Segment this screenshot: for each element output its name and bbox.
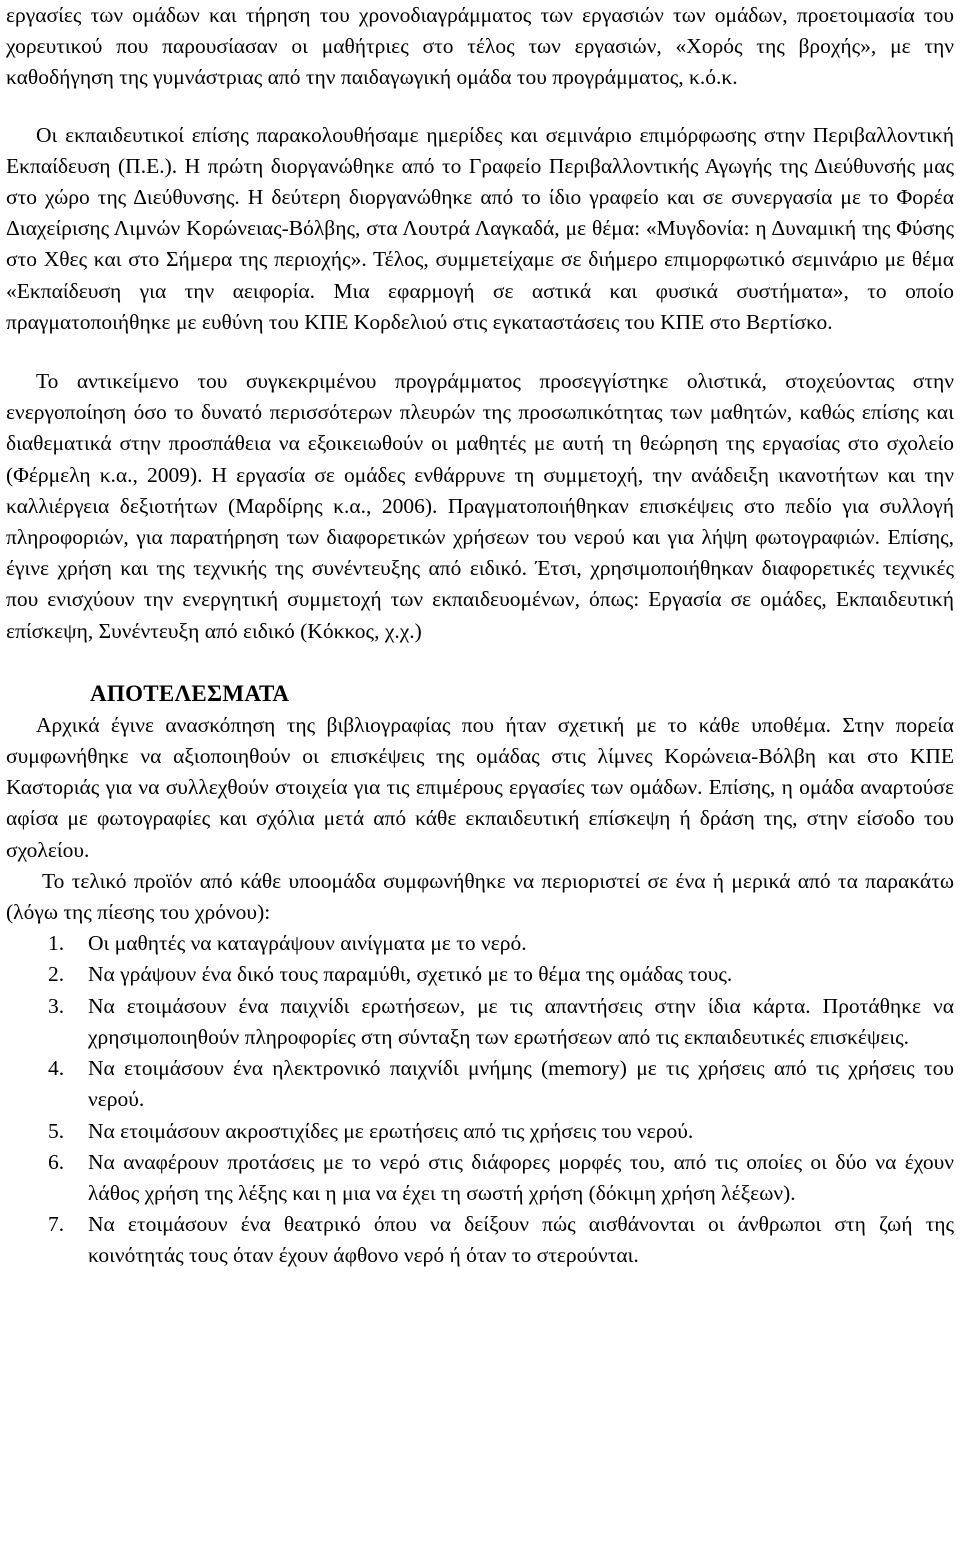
paragraph-results-products: Το τελικό προϊόν από κάθε υποομάδα συμφωνήθηκε να περιοριστεί σε ένα ή μερικά από τα παρακάτω (λόγω της πίεσης του χρόνου):	[6, 868, 954, 925]
list-item	[6, 928, 954, 959]
list-item-text: Να γράψουν ένα δικό τους παραμύθι, σχετικό με το θέμα της ομάδας τους.	[88, 962, 733, 987]
list-item	[6, 1147, 954, 1209]
document-page	[6, 0, 954, 1272]
list-item	[6, 991, 954, 1053]
spacer	[6, 338, 954, 366]
products-list	[6, 928, 954, 1271]
list-item-text: Να ετοιμάσουν ένα παιχνίδι ερωτήσεων, με τις απαντήσεις στην ίδια κάρτα. Προτάθηκε να χρησιμοποιηθούν πληροφορίες στη σύνταξη των ερωτήσεων από τις εκπαιδευτικές επισκέψεις.	[88, 993, 954, 1049]
section-heading-results: ΑΠΟΤΕΛΕΣΜΑΤΑ	[90, 680, 290, 706]
list-item	[6, 1116, 954, 1147]
list-item-text: Να ετοιμάσουν ένα θεατρικό όπου να δείξουν πώς αισθάνονται οι άνθρωποι στη ζωή της κοινότητάς τους όταν έχουν άφθονο νερό ή όταν το στερούνται.	[88, 1212, 954, 1268]
list-item-number: 2.	[48, 962, 65, 987]
spacer	[6, 647, 954, 678]
list-item-text: Να ετοιμάσουν ένα ηλεκτρονικό παιχνίδι μνήμης (memory) με τις χρήσεις από τις χρήσεις του νερού.	[88, 1056, 954, 1112]
paragraph-seminars: Οι εκπαιδευτικοί επίσης παρακολουθήσαμε ημερίδες και σεμινάριο επιμόρφωσης στην Περιβαλλοντική Εκπαίδευση (Π.Ε.). Η πρώτη διοργανώθηκε από το Γραφείο Περιβαλλοντικής Αγωγής της Διεύθυνσής μας στο χώρο της Διεύθυνσης. Η δεύτερη διοργανώθηκε από το ίδιο γραφείο και σε συνεργασία με το Φορέα Διαχείρισης Λιμνών Κορώνειας-Βόλβης, στα Λουτρά Λαγκαδά, με θέμα: «Μυγδονία: η Δυναμική της Φύσης στο Χθες και στο Σήμερα της περιοχής». Τέλος, συμμετείχαμε σε διήμερο επιμορφωτικό σεμινάριο με θέμα «Εκπαίδευση για την αειφορία. Μια εφαρμογή σε αστικά και φυσικά συστήματα», το οποίο πραγματοποιήθηκε με ευθύνη του ΚΠΕ Κορδελιού στις εγκαταστάσεις του ΚΠΕ στο Βερτίσκο.	[6, 122, 954, 334]
list-item-text: Να αναφέρουν προτάσεις με το νερό στις διάφορες μορφές του, από τις οποίες οι δύο να έχουν λάθος χρήση της λέξης και η μια να έχει τη σωστή χρήση (δόκιμη χρήση λέξεων).	[88, 1149, 954, 1205]
list-item-text: Οι μαθητές να καταγράψουν αινίγματα με το νερό.	[88, 931, 527, 956]
list-item-text: Να ετοιμάσουν ακροστιχίδες με ερωτήσεις από τις χρήσεις του νερού.	[88, 1118, 694, 1143]
list-item-number: 3.	[48, 993, 65, 1018]
list-item	[6, 1209, 954, 1271]
paragraph-results-review: Αρχικά έγινε ανασκόπηση της βιβλιογραφίας που ήταν σχετική με το κάθε υποθέμα. Στην πορεία συμφωνήθηκε να αξιοποιηθούν οι επισκέψεις της ομάδας στις λίμνες Κορώνεια-Βόλβη και στο ΚΠΕ Καστοριάς για να συλλεχθούν στοιχεία για τις επιμέρους εργασίες των ομάδων. Επίσης, η ομάδα αναρτούσε αφίσα με φωτογραφίες και σχόλια μετά από κάθε εκπαιδευτική επίσκεψη ή δράση της, στην είσοδο του σχολείου.	[6, 712, 954, 862]
list-item	[6, 959, 954, 990]
list-item-number: 5.	[48, 1118, 65, 1143]
paragraph-continuation: εργασίες των ομάδων και τήρηση του χρονοδιαγράμματος των εργασιών των ομάδων, προετοιμασία του χορευτικού που παρουσίασαν οι μαθήτριες στο τέλος των εργασιών, «Χορός της βροχής», με την καθοδήγηση της γυμνάστριας από την παιδαγωγική ομάδα του προγράμματος, κ.ό.κ.	[6, 3, 954, 90]
list-item-number: 1.	[48, 931, 65, 956]
list-item-number: 6.	[48, 1149, 65, 1174]
list-item-number: 7.	[48, 1212, 65, 1237]
paragraph-methodology: Το αντικείμενο του συγκεκριμένου προγράμματος προσεγγίστηκε ολιστικά, στοχεύοντας στην ενεργοποίηση όσο το δυνατό περισσότερων πλευρών της προσωπικότητας των μαθητών, καθώς επίσης και διαθεματικά στην προσπάθεια να εξοικειωθούν οι μαθητές με αυτή τη θεώρηση της εργασίας στο σχολείο (Φέρμελη κ.α., 2009). Η εργασία σε ομάδες ενθάρρυνε τη συμμετοχή, την ανάδειξη ικανοτήτων και την καλλιέργεια δεξιοτήτων (Μαρδίρης κ.α., 2006). Πραγματοποιήθηκαν επισκέψεις στο πεδίο για συλλογή πληροφοριών, για παρατήρηση των διαφορετικών χρήσεων του νερού και για λήψη φωτογραφιών. Επίσης, έγινε χρήση και της τεχνικής της συνέντευξης από ειδικό. Έτσι, χρησιμοποιήθηκαν διαφορετικές τεχνικές που ενισχύουν την ενεργητική συμμετοχή των εκπαιδευομένων, όπως: Εργασία σε ομάδες, Εκπαιδευτική επίσκεψη, Συνέντευξη από ειδικό (Κόκκος, χ.χ.)	[6, 369, 954, 643]
spacer	[6, 94, 954, 120]
list-item-number: 4.	[48, 1056, 65, 1081]
list-item	[6, 1053, 954, 1115]
